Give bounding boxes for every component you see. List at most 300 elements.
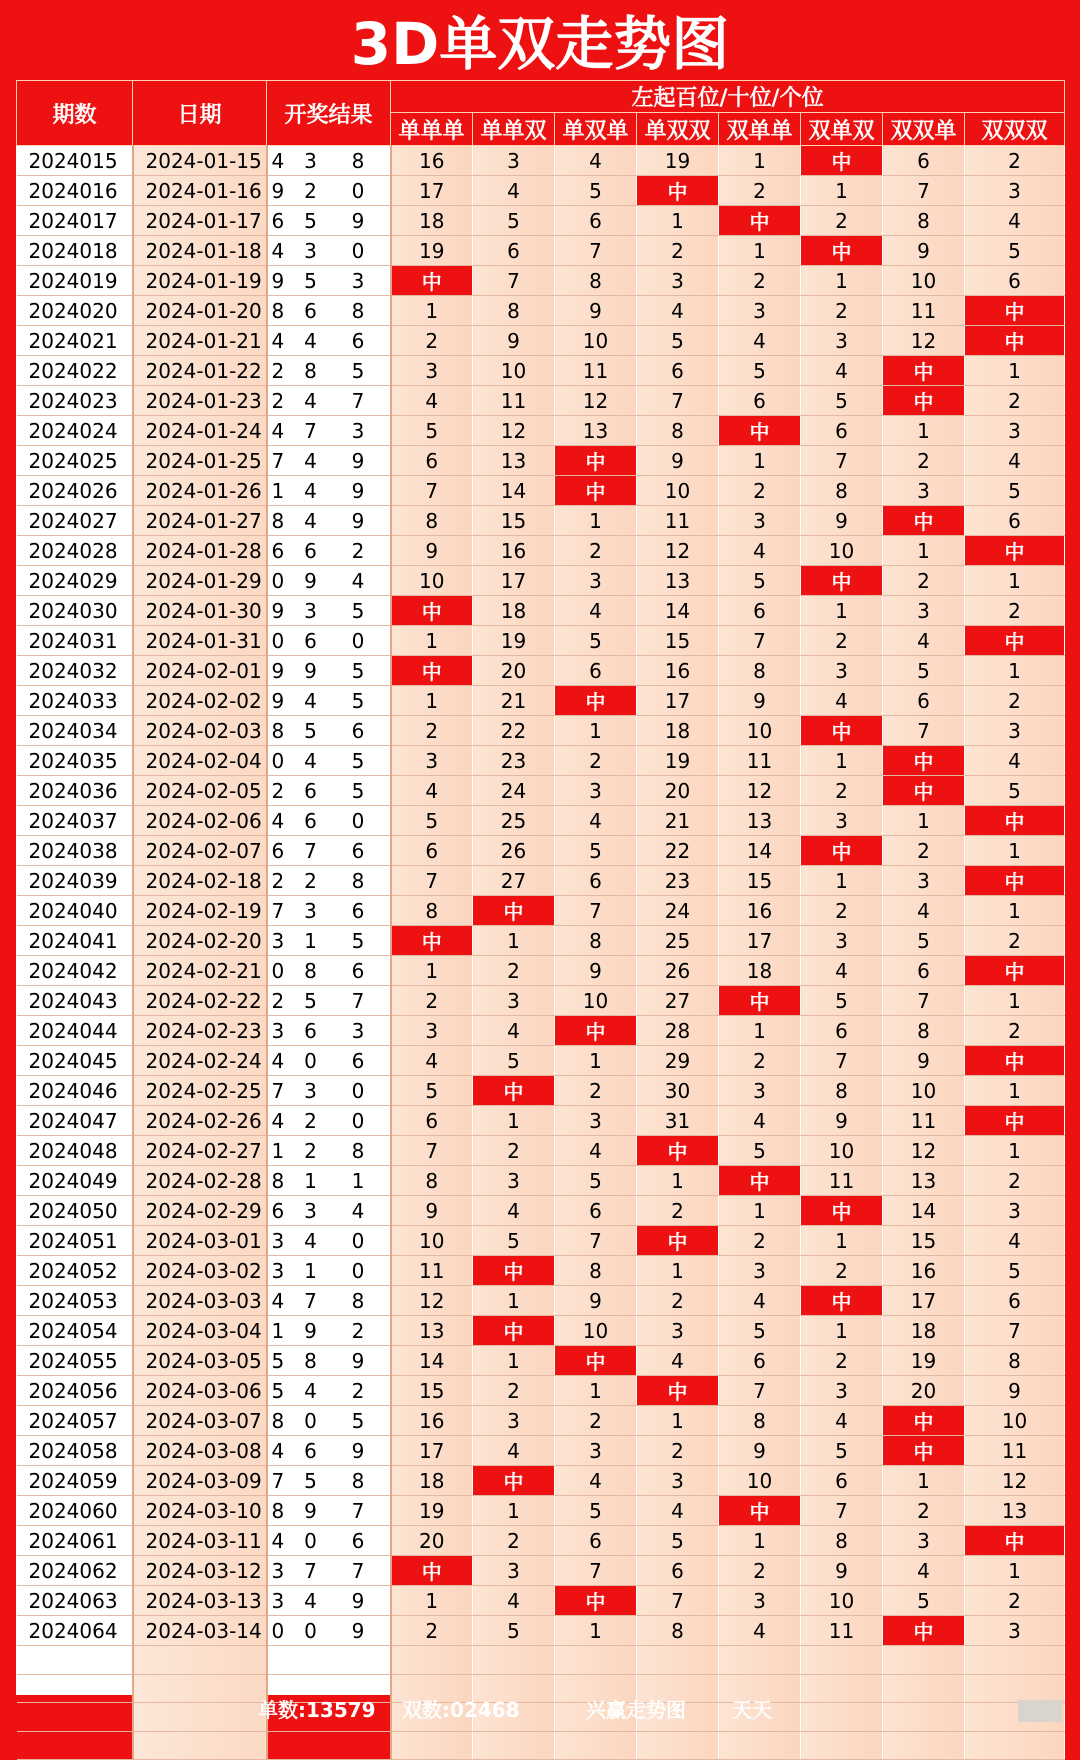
header-pattern-1: 单单双 [473,113,555,146]
header-pattern-5: 双单双 [801,113,883,146]
gap-cell: 2 [883,566,965,596]
gap-cell: 11 [965,1436,1065,1466]
date-cell: 2024-01-31 [133,626,267,656]
result-digit: 8 [327,866,391,896]
hit-cell: 中 [801,1196,883,1226]
result-digit: 6 [295,626,327,656]
empty-cell [719,1731,801,1760]
gap-cell: 3 [637,1466,719,1496]
gap-cell: 1 [801,176,883,206]
gap-cell: 3 [965,1616,1065,1646]
gap-cell: 1 [391,1586,473,1616]
gap-cell: 7 [555,896,637,926]
table-row [17,1346,1065,1376]
table-row [17,386,1065,416]
gap-cell: 8 [391,506,473,536]
gap-cell: 8 [555,926,637,956]
hit-cell: 中 [965,296,1065,326]
table-row [17,1136,1065,1166]
gap-cell: 3 [391,356,473,386]
gap-cell: 14 [391,1346,473,1376]
result-digit: 1 [295,926,327,956]
issue-cell: 2024058 [17,1436,133,1466]
gap-cell: 20 [637,776,719,806]
gap-cell: 2 [637,1196,719,1226]
gap-cell: 3 [719,1076,801,1106]
result-digit: 6 [295,1016,327,1046]
gap-cell: 31 [637,1106,719,1136]
gap-cell: 7 [801,1046,883,1076]
result-digit: 6 [327,326,391,356]
result-digit: 2 [267,776,295,806]
table-row [17,1616,1065,1646]
gap-cell: 6 [965,1286,1065,1316]
gap-cell: 2 [555,536,637,566]
gap-cell: 10 [555,986,637,1016]
hit-cell: 中 [555,476,637,506]
footer-tag: 天天 [732,1698,772,1722]
issue-cell: 2024059 [17,1466,133,1496]
gap-cell: 1 [637,1166,719,1196]
hit-cell: 中 [883,356,965,386]
gap-cell: 25 [473,806,555,836]
table-row [17,1286,1065,1316]
gap-cell: 4 [801,956,883,986]
gap-cell: 1 [473,1496,555,1526]
gap-cell: 10 [883,266,965,296]
result-digit: 1 [267,1316,295,1346]
hit-cell: 中 [719,1496,801,1526]
issue-cell: 2024015 [17,146,133,176]
result-digit: 0 [295,1526,327,1556]
result-digit: 7 [295,416,327,446]
result-digit: 3 [327,266,391,296]
issue-cell: 2024035 [17,746,133,776]
gap-cell: 1 [965,1076,1065,1106]
gap-cell: 7 [555,236,637,266]
date-cell: 2024-02-24 [133,1046,267,1076]
gap-cell: 28 [637,1016,719,1046]
hit-cell: 中 [391,596,473,626]
gap-cell: 13 [719,806,801,836]
gap-cell: 1 [473,926,555,956]
gap-cell: 7 [637,386,719,416]
header-group: 左起百位/十位/个位 [391,81,1065,113]
table-row [17,266,1065,296]
gap-cell: 1 [719,1526,801,1556]
issue-cell: 2024054 [17,1316,133,1346]
table-row [17,1076,1065,1106]
empty-cell [637,1646,719,1675]
result-digit: 1 [295,1256,327,1286]
gap-cell: 27 [473,866,555,896]
hit-cell: 中 [637,1226,719,1256]
gap-cell: 8 [637,1616,719,1646]
gap-cell: 4 [883,1556,965,1586]
gap-cell: 30 [637,1076,719,1106]
hit-cell: 中 [555,1346,637,1376]
gap-cell: 14 [473,476,555,506]
gap-cell: 10 [801,536,883,566]
gap-cell: 18 [391,1466,473,1496]
result-digit: 8 [295,956,327,986]
empty-cell [801,1731,883,1760]
hit-cell: 中 [965,956,1065,986]
gap-cell: 1 [473,1106,555,1136]
gap-cell: 2 [391,1616,473,1646]
result-digit: 7 [327,986,391,1016]
gap-cell: 11 [555,356,637,386]
gap-cell: 1 [965,896,1065,926]
gap-cell: 5 [473,206,555,236]
hit-cell: 中 [473,1316,555,1346]
hit-cell: 中 [719,206,801,236]
gap-cell: 2 [965,926,1065,956]
gap-cell: 7 [391,1136,473,1166]
gap-cell: 7 [719,1376,801,1406]
gap-cell: 6 [801,1466,883,1496]
gap-cell: 2 [801,296,883,326]
result-digit: 0 [327,1226,391,1256]
gap-cell: 26 [473,836,555,866]
result-digit: 9 [295,1496,327,1526]
gap-cell: 3 [719,1586,801,1616]
issue-cell: 2024051 [17,1226,133,1256]
result-digit: 4 [267,1046,295,1076]
result-digit: 9 [295,1316,327,1346]
table-row [17,476,1065,506]
empty-row [17,1646,1065,1675]
empty-cell [555,1731,637,1760]
gap-cell: 4 [965,1226,1065,1256]
gap-cell: 2 [719,176,801,206]
gap-cell: 1 [391,626,473,656]
gap-cell: 19 [391,236,473,266]
result-digit: 3 [295,896,327,926]
gap-cell: 25 [637,926,719,956]
table-row [17,146,1065,176]
hit-cell: 中 [883,1436,965,1466]
hit-cell: 中 [719,416,801,446]
gap-cell: 29 [637,1046,719,1076]
gap-cell: 5 [801,1436,883,1466]
gap-cell: 2 [391,716,473,746]
date-cell: 2024-02-28 [133,1166,267,1196]
empty-cell [965,1731,1065,1760]
gap-cell: 1 [555,1616,637,1646]
table-body [17,146,1065,1760]
gap-cell: 3 [473,1166,555,1196]
gap-cell: 19 [637,746,719,776]
gap-cell: 2 [883,446,965,476]
result-digit: 9 [267,686,295,716]
gap-cell: 7 [637,1586,719,1616]
gap-cell: 23 [473,746,555,776]
gap-cell: 1 [801,746,883,776]
gap-cell: 16 [473,536,555,566]
date-cell: 2024-01-22 [133,356,267,386]
header-result: 开奖结果 [267,81,391,146]
issue-cell: 2024060 [17,1496,133,1526]
gap-cell: 7 [883,986,965,1016]
result-digit: 5 [267,1346,295,1376]
header-pattern-2: 单双单 [555,113,637,146]
gap-cell: 4 [473,1436,555,1466]
result-digit: 6 [327,716,391,746]
gap-cell: 13 [473,446,555,476]
gap-cell: 11 [473,386,555,416]
gap-cell: 3 [473,1406,555,1436]
date-cell: 2024-01-16 [133,176,267,206]
issue-cell: 2024045 [17,1046,133,1076]
hit-cell: 中 [719,1166,801,1196]
empty-cell [637,1731,719,1760]
result-digit: 0 [267,1616,295,1646]
gap-cell: 1 [883,536,965,566]
gap-cell: 4 [965,446,1065,476]
date-cell: 2024-02-03 [133,716,267,746]
gap-cell: 8 [883,1016,965,1046]
result-digit: 7 [295,1286,327,1316]
gap-cell: 18 [473,596,555,626]
gap-cell: 5 [719,1136,801,1166]
gap-cell: 3 [965,416,1065,446]
gap-cell: 9 [391,536,473,566]
gap-cell: 3 [555,566,637,596]
result-digit: 7 [267,1076,295,1106]
gap-cell: 5 [555,836,637,866]
gap-cell: 6 [391,446,473,476]
result-digit: 5 [267,1376,295,1406]
issue-cell: 2024037 [17,806,133,836]
trend-table [16,80,1065,1760]
gap-cell: 24 [473,776,555,806]
result-digit: 7 [295,1556,327,1586]
gap-cell: 6 [555,866,637,896]
gap-cell: 5 [555,626,637,656]
date-cell: 2024-02-25 [133,1076,267,1106]
hit-cell: 中 [801,1286,883,1316]
result-digit: 6 [267,206,295,236]
hit-cell: 中 [391,1556,473,1586]
result-digit: 6 [327,1526,391,1556]
gap-cell: 2 [965,1166,1065,1196]
result-digit: 3 [267,1556,295,1586]
gap-cell: 19 [637,146,719,176]
result-digit: 7 [267,896,295,926]
date-cell: 2024-02-22 [133,986,267,1016]
hit-cell: 中 [473,1466,555,1496]
gap-cell: 5 [391,806,473,836]
gap-cell: 13 [637,566,719,596]
issue-cell: 2024021 [17,326,133,356]
result-digit: 6 [327,896,391,926]
empty-cell [267,1646,295,1675]
gap-cell: 7 [473,266,555,296]
date-cell: 2024-03-10 [133,1496,267,1526]
gap-cell: 5 [473,1226,555,1256]
table-row [17,1406,1065,1436]
issue-cell: 2024062 [17,1556,133,1586]
gap-cell: 8 [965,1346,1065,1376]
empty-cell [473,1731,555,1760]
issue-cell: 2024020 [17,296,133,326]
hit-cell: 中 [965,1046,1065,1076]
result-digit: 1 [295,1166,327,1196]
result-digit: 0 [295,1046,327,1076]
gap-cell: 6 [391,1106,473,1136]
table-row [17,1466,1065,1496]
gap-cell: 3 [555,776,637,806]
gap-cell: 2 [637,1436,719,1466]
gap-cell: 9 [719,686,801,716]
gap-cell: 12 [555,386,637,416]
hit-cell: 中 [883,1616,965,1646]
empty-cell [267,1731,295,1760]
date-cell: 2024-03-03 [133,1286,267,1316]
hit-cell: 中 [965,806,1065,836]
gap-cell: 10 [555,1316,637,1346]
gap-cell: 5 [801,986,883,1016]
gap-cell: 5 [883,1586,965,1616]
gap-cell: 5 [965,1256,1065,1286]
footer [0,1697,1080,1724]
hit-cell: 中 [801,566,883,596]
issue-cell: 2024024 [17,416,133,446]
gap-cell: 2 [473,1136,555,1166]
result-digit: 8 [295,356,327,386]
gap-cell: 4 [391,386,473,416]
gap-cell: 2 [719,1226,801,1256]
result-digit: 9 [327,1346,391,1376]
table-row [17,536,1065,566]
date-cell: 2024-01-25 [133,446,267,476]
result-digit: 4 [267,1286,295,1316]
result-digit: 2 [295,1106,327,1136]
gap-cell: 2 [473,1526,555,1556]
result-digit: 4 [267,236,295,266]
issue-cell: 2024038 [17,836,133,866]
result-digit: 0 [327,1256,391,1286]
gap-cell: 4 [883,896,965,926]
table-row [17,236,1065,266]
gap-cell: 9 [883,236,965,266]
result-digit: 8 [295,1346,327,1376]
gap-cell: 1 [637,1256,719,1286]
gap-cell: 2 [883,836,965,866]
gap-cell: 17 [473,566,555,596]
gap-cell: 6 [801,1016,883,1046]
date-cell: 2024-01-27 [133,506,267,536]
gap-cell: 5 [555,1166,637,1196]
date-cell: 2024-02-02 [133,686,267,716]
gap-cell: 14 [637,596,719,626]
hit-cell: 中 [965,626,1065,656]
issue-cell: 2024023 [17,386,133,416]
gap-cell: 10 [719,1466,801,1496]
result-digit: 0 [267,746,295,776]
date-cell: 2024-02-04 [133,746,267,776]
result-digit: 7 [267,446,295,476]
gap-cell: 17 [883,1286,965,1316]
gap-cell: 10 [555,326,637,356]
gap-cell: 1 [965,566,1065,596]
table-row [17,446,1065,476]
issue-cell: 2024061 [17,1526,133,1556]
table-row [17,806,1065,836]
empty-cell [133,1731,267,1760]
gap-cell: 1 [719,236,801,266]
gap-cell: 3 [637,266,719,296]
hit-cell: 中 [555,446,637,476]
hit-cell: 中 [801,146,883,176]
gap-cell: 12 [391,1286,473,1316]
header-pattern-7: 双双双 [965,113,1065,146]
gap-cell: 5 [719,566,801,596]
gap-cell: 7 [883,716,965,746]
gap-cell: 9 [801,1106,883,1136]
gap-cell: 3 [473,986,555,1016]
gap-cell: 12 [883,1136,965,1166]
gap-cell: 1 [555,1046,637,1076]
date-cell: 2024-01-24 [133,416,267,446]
gap-cell: 2 [391,986,473,1016]
gap-cell: 22 [637,836,719,866]
footer-odd: 单数:13579 [258,1698,376,1722]
result-digit: 5 [295,1466,327,1496]
date-cell: 2024-01-18 [133,236,267,266]
gap-cell: 2 [801,1346,883,1376]
gap-cell: 8 [637,416,719,446]
issue-cell: 2024029 [17,566,133,596]
result-digit: 2 [327,1316,391,1346]
table-row [17,776,1065,806]
gap-cell: 15 [473,506,555,536]
issue-cell: 2024031 [17,626,133,656]
issue-cell: 2024057 [17,1406,133,1436]
result-digit: 9 [327,1436,391,1466]
gap-cell: 4 [473,176,555,206]
gap-cell: 5 [555,176,637,206]
date-cell: 2024-03-01 [133,1226,267,1256]
result-digit: 4 [295,1376,327,1406]
date-cell: 2024-03-13 [133,1586,267,1616]
result-digit: 6 [267,836,295,866]
issue-cell: 2024018 [17,236,133,266]
gap-cell: 9 [555,1286,637,1316]
date-cell: 2024-01-19 [133,266,267,296]
issue-cell: 2024033 [17,686,133,716]
gap-cell: 18 [391,206,473,236]
result-digit: 4 [267,416,295,446]
empty-cell [17,1731,133,1760]
result-digit: 5 [295,206,327,236]
result-digit: 1 [267,476,295,506]
gap-cell: 15 [719,866,801,896]
result-digit: 8 [327,146,391,176]
empty-cell [555,1646,637,1675]
result-digit: 4 [267,326,295,356]
gap-cell: 9 [473,326,555,356]
gap-cell: 4 [555,596,637,626]
issue-cell: 2024053 [17,1286,133,1316]
gap-cell: 13 [391,1316,473,1346]
gap-cell: 5 [473,1046,555,1076]
result-digit: 8 [267,716,295,746]
result-digit: 6 [327,836,391,866]
gap-cell: 1 [801,1226,883,1256]
gap-cell: 18 [719,956,801,986]
